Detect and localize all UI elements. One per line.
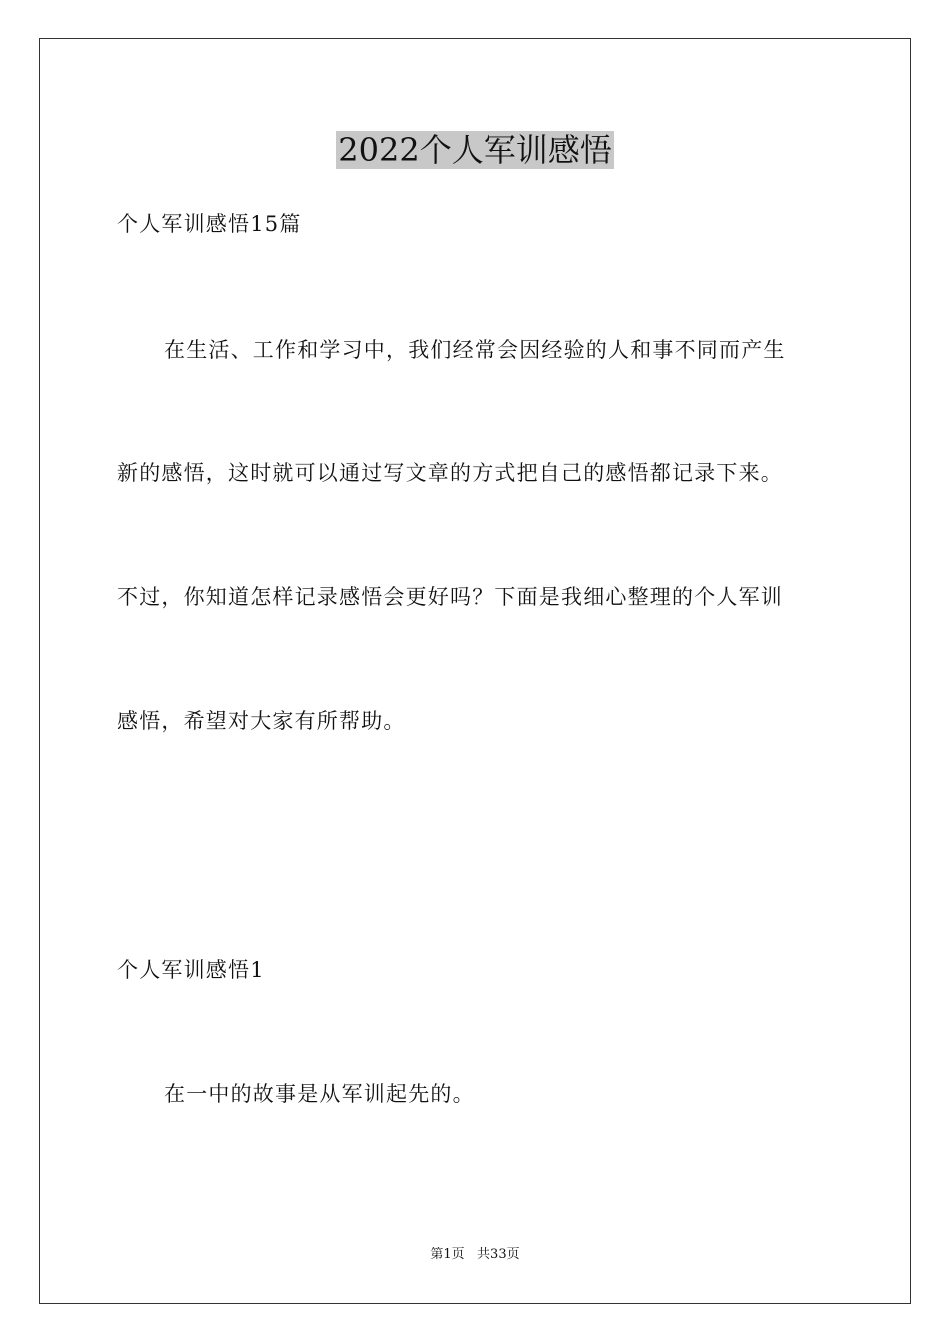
intro-line-2: 新的感悟，这时就可以通过写文章的方式把自己的感悟都记录下来。 [117,461,783,485]
intro-line-3: 不过，你知道怎样记录感悟会更好吗？下面是我细心整理的个人军训 [117,585,783,609]
intro-line-1: 在生活、工作和学习中，我们经常会因经验的人和事不同而产生 [164,338,786,362]
document-title [0,126,950,174]
intro-line-4: 感悟，希望对大家有所帮助。 [117,709,406,733]
section-first-line: 在一中的故事是从军训起先的。 [164,1082,475,1106]
page-indicator: 第1页 共33页 [430,1247,520,1262]
document-subtitle: 个人军训感悟15篇 [117,212,302,236]
section-heading: 个人军训感悟1 [117,958,265,982]
document-title-text: 2022个人军训感悟 [338,131,612,169]
